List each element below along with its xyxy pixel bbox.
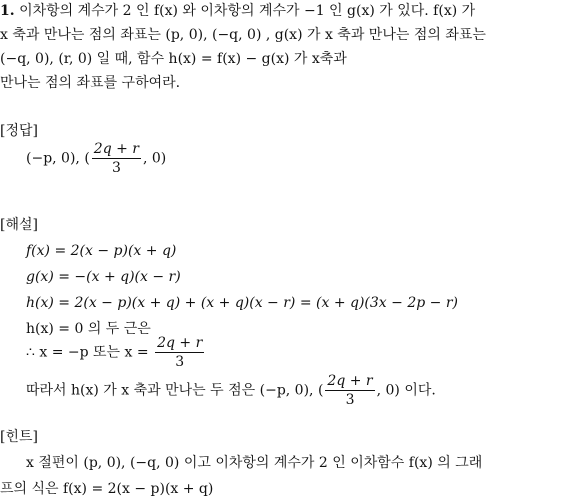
solution-line-5 [26, 334, 206, 371]
solution-header: [해설] [0, 217, 38, 233]
problem-number: 1. [0, 3, 15, 19]
solution-l6-den: 3 [345, 392, 355, 408]
solution-line-3: h(x) = 2(x − p)(x + q) + (x + q)(x − r) = (x + q)(3x − 2p − r) [26, 295, 458, 311]
answer-fraction [92, 140, 141, 177]
hint-header: [힌트] [0, 429, 38, 445]
solution-l5-prefix: ∴ x = −p 또는 x = [26, 344, 149, 361]
solution-l6-num: 2q + r [327, 373, 373, 389]
problem-text-1: 이차항의 계수가 2 인 f(x) 와 이차항의 계수가 −1 인 g(x) 가 있다. f(x) 가 [19, 3, 476, 19]
hint-line-2: 프의 식은 f(x) = 2(x − p)(x + q) [0, 481, 214, 497]
answer-frac-num: 2q + r [93, 141, 139, 157]
answer-header: [정답] [0, 123, 38, 139]
answer-prefix: (−p, 0), ( [26, 150, 90, 167]
problem-line-3: (−q, 0), (r, 0) 일 때, 함수 h(x) = f(x) − g(x) 가 x축과 [0, 51, 347, 67]
problem-line-2: x 축과 만나는 점의 좌표는 (p, 0), (−q, 0) , g(x) 가 x 축과 만나는 점의 좌표는 [0, 27, 486, 43]
problem-line-1 [0, 2, 475, 20]
solution-l6-fraction [325, 372, 374, 409]
solution-l6-prefix: 따라서 h(x) 가 x 축과 만나는 두 점은 (−p, 0), ( [26, 382, 324, 399]
problem-line-4: 만나는 점의 좌표를 구하여라. [0, 75, 181, 91]
answer-frac-den: 3 [111, 160, 121, 176]
solution-line-1: f(x) = 2(x − p)(x + q) [26, 243, 177, 259]
solution-line-6 [26, 372, 436, 409]
answer-suffix: , 0) [143, 150, 167, 167]
answer-line [26, 140, 166, 177]
solution-l5-den: 3 [175, 354, 185, 370]
solution-l5-fraction [155, 334, 204, 371]
solution-line-4: h(x) = 0 의 두 근은 [26, 321, 151, 337]
solution-l6-suffix: , 0) 이다. [376, 382, 436, 399]
solution-line-2: g(x) = −(x + q)(x − r) [26, 269, 181, 285]
hint-line-1: x 절편이 (p, 0), (−q, 0) 이고 이차항의 계수가 2 인 이차함수 f(x) 의 그래 [26, 455, 483, 471]
solution-l5-num: 2q + r [157, 335, 203, 351]
